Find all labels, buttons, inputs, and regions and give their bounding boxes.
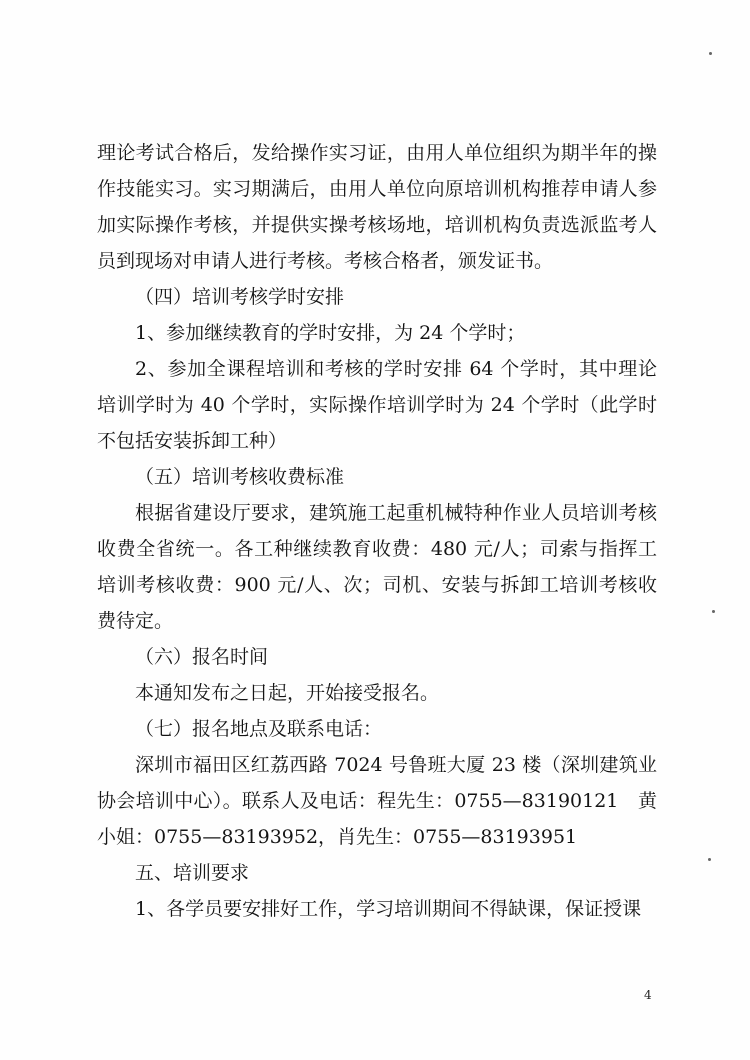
paragraph-registration-address: 深圳市福田区红荔西路 7024 号鲁班大厦 23 楼（深圳建筑业协会培训中心）。联系人及电话：程先生：0755—83190121 黄小姐：0755—83193952，肖先生：0755—83193951 (97, 754, 657, 848)
heading-training-requirements: 五、培训要求 (135, 862, 250, 884)
paragraph-continuing-education-hours: 1、参加继续教育的学时安排，为 24 个学时； (135, 322, 526, 344)
page-number: 4 (644, 988, 652, 1002)
scan-speck (709, 52, 712, 55)
scan-speck (712, 610, 715, 613)
heading-section-7: （七）报名地点及联系电话： (135, 718, 383, 740)
paragraph-full-course-hours: 2、参加全课程培训和考核的学时安排 64 个学时，其中理论培训学时为 40 个学时，实际操作培训学时为 24 个学时（此学时不包括安装拆卸工种） (97, 358, 657, 452)
paragraph-requirement-1: 1、各学员要安排好工作，学习培训期间不得缺课，保证授课 (135, 898, 642, 920)
paragraph-fee-standard: 根据省建设厅要求，建筑施工起重机械特种作业人员培训考核收费全省统一。各工种继续教育收费：480 元/人；司索与指挥工培训考核收费：900 元/人、次；司机、安装与拆卸工培训考核收费待定。 (97, 502, 657, 632)
document-body (97, 135, 657, 927)
heading-section-4: （四）培训考核学时安排 (135, 286, 345, 308)
scan-speck (708, 858, 711, 861)
heading-section-6: （六）报名时间 (135, 646, 269, 668)
heading-section-5: （五）培训考核收费标准 (135, 466, 345, 488)
paragraph-exam-practice: 理论考试合格后，发给操作实习证，由用人单位组织为期半年的操作技能实习。实习期满后，由用人单位向原培训机构推荐申请人参加实际操作考核，并提供实操考核场地，培训机构负责选派监考人员到现场对申请人进行考核。考核合格者，颁发证书。 (97, 142, 657, 272)
paragraph-registration-time: 本通知发布之日起，开始接受报名。 (135, 682, 440, 704)
